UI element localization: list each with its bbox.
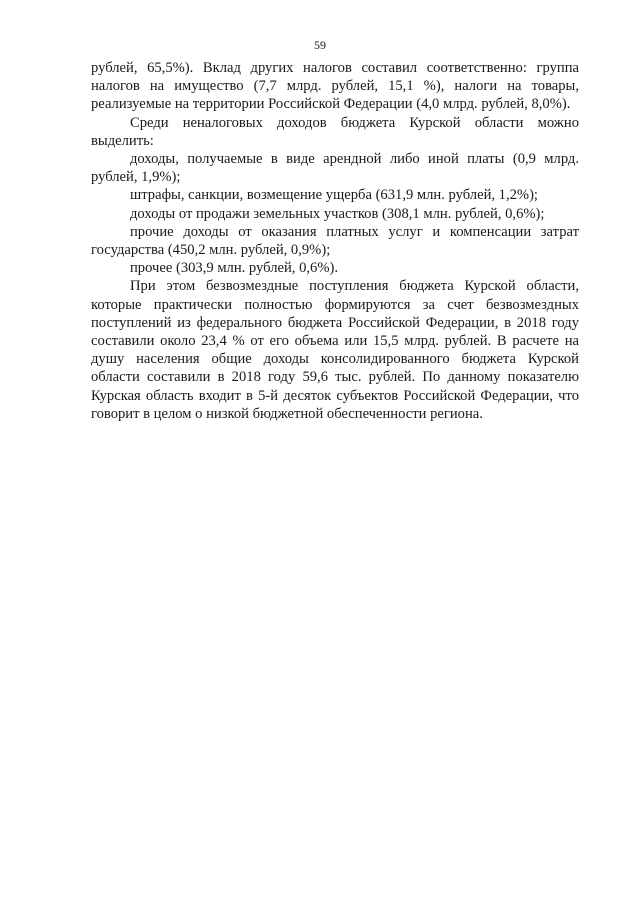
paragraph-transfers: При этом безвозмездные поступления бюджета Курской области, которые практически полностью формируются за счет безвозмездных поступлений из федерального бюджета Российской Федерации, в 2018 году составили около 23,4 % от его объема или 15,5 млрд. рублей. В расчете на душу населения общие доходы консолидированного бюджета Курской области составили в 2018 году 59,6 тыс. рублей. По данному показателю Курская область входит в 5-й десяток субъектов Российской Федерации, что говорит в целом о низкой бюджетной обеспеченности региона. [91,278,579,422]
list-item-paid-services: прочие доходы от оказания платных услуг и компенсации затрат государства (450,2 млн. рублей, 0,9%); [91,223,579,259]
page-number: 59 [314,38,326,52]
paragraph-tax-contributions: рублей, 65,5%). Вклад других налогов составил соответственно: группа налогов на имущество (7,7 млрд. рублей, 15,1 %), налоги на товары, реализуемые на территории Российской Федерации (4,0 млрд. рублей, 8,0%). [91,60,579,113]
list-item-other: прочее (303,9 млн. рублей, 0,6%). [130,260,338,277]
list-item-rent-income: доходы, получаемые в виде арендной либо иной платы (0,9 млрд. рублей, 1,9%); [91,151,579,186]
list-item-fines: штрафы, санкции, возмещение ущерба (631,9 млн. рублей, 1,2%); [130,187,538,204]
list-item-land-sales: доходы от продажи земельных участков (308,1 млн. рублей, 0,6%); [130,205,545,222]
paragraph-nontax-intro: Среди неналоговых доходов бюджета Курской области можно выделить: [91,114,579,149]
body-text [91,59,579,423]
